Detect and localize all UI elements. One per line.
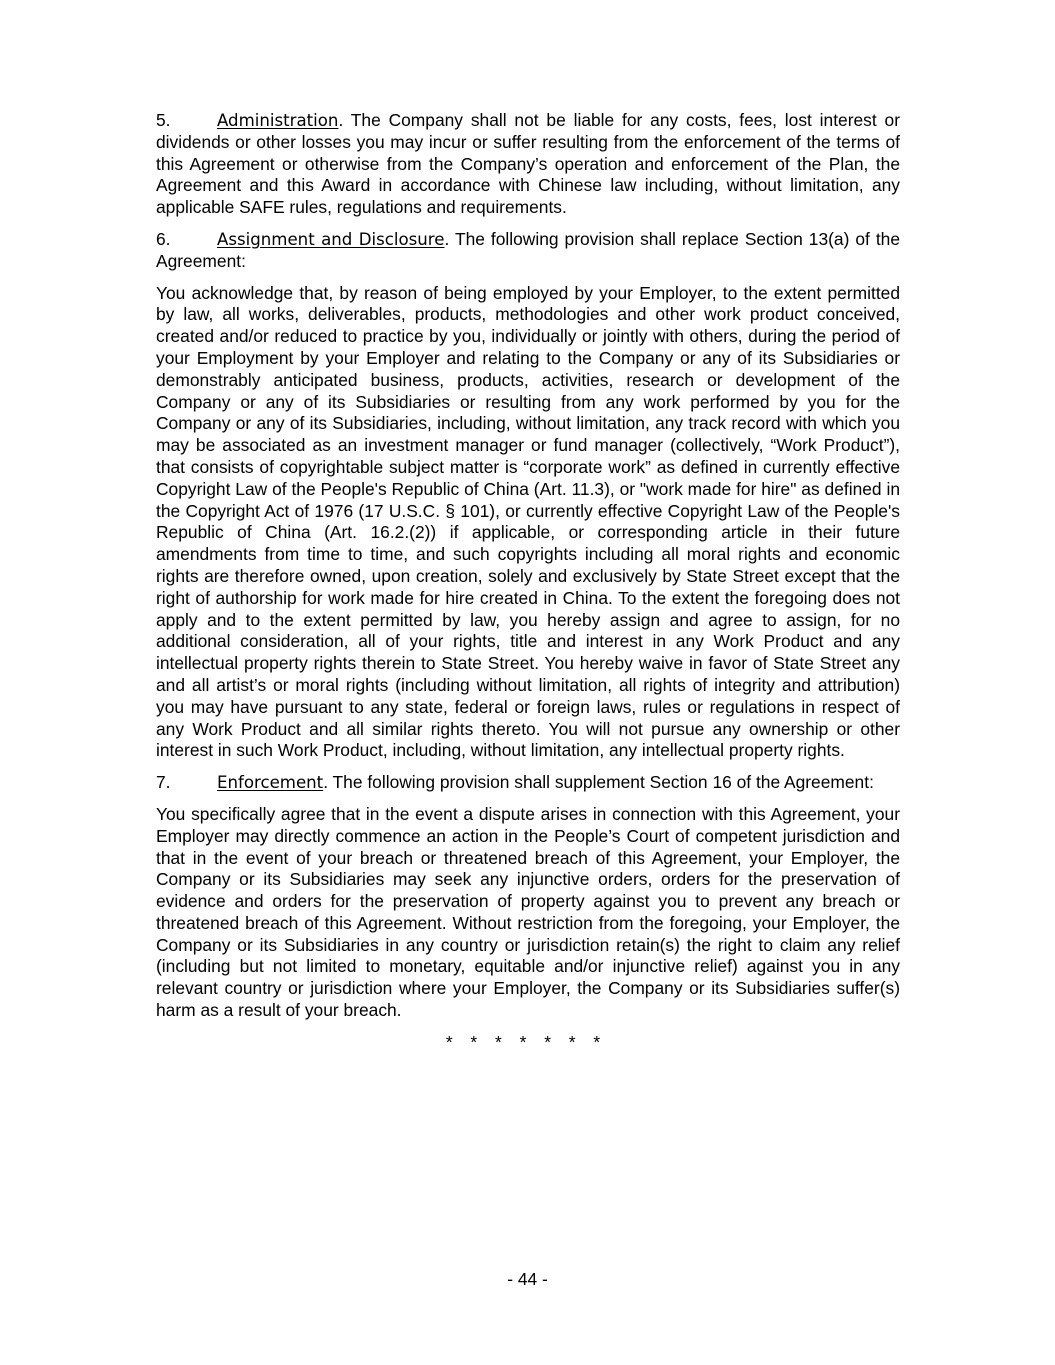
section-7-body: You specifically agree that in the event a dispute arises in connection with this Agreement, your Employer may directly commence an action in the People’s Court of competent jurisdiction and that in the event of your breach or threatened breach of this Agreement, your Employer, the Company or its Subsidiaries may seek any injunctive orders, orders for the preservation of evidence and orders for the preservation of property against you to prevent any breach or threatened breach of this Agreement. Without restriction from the foregoing, your Employer, the Company or its Subsidiaries in any country or jurisdiction retain(s) the right to claim any relief (including but not limited to monetary, equitable and/or injunctive relief) against you in any relevant country or jurisdiction where your Employer, the Company or its Subsidiaries suffer(s) harm as a result of your breach. <box>156 803 900 1021</box>
section-7-heading: Enforcement <box>217 773 324 793</box>
section-6-text: . The following provision shall replace Section 13(a) of the Agreement: <box>156 228 900 271</box>
section-7-number: 7. <box>156 772 171 793</box>
section-5-number: 5. <box>156 110 171 130</box>
section-7-paragraph <box>156 772 900 794</box>
section-7-text: . The following provision shall supplement Section 16 of the Agreement: <box>323 772 874 793</box>
document-page <box>156 110 900 1054</box>
section-6-heading: Assignment and Disclosure <box>217 229 445 249</box>
end-separator: * * * * * * * <box>445 1031 601 1052</box>
section-6-body: You acknowledge that, by reason of being employed by your Employer, to the extent permitted by law, all works, deliverables, products, methodologies and other work product conceived, created and/or reduced to practice by you, individually or jointly with others, during the period of your Employment by your Employer and relating to the Company or any of its Subsidiaries or demonstrably anticipated business, products, activities, research or development of the Company or any of its Subsidiaries or resulting from any work performed by you for the Company or any of its Subsidiaries, including, without limitation, any track record with which you may be associated as an investment manager or fund manager (collectively, “Work Product”), that consists of copyrightable subject matter is “corporate work” as defined in currently effective Copyright Law of the People's Republic of China (Art. 11.3), or "work made for hire" as defined in the Copyright Act of 1976 (17 U.S.C. § 101), or currently effective Copyright Law of the People's Republic of China (Art. 16.2.(2)) if applicable, or corresponding article in their future amendments from time to time, and such copyrights including all moral rights and economic rights are therefore owned, upon creation, solely and exclusively by State Street except that the right of authorship for work made for hire created in China. To the extent the foregoing does not apply and to the extent permitted by law, you hereby assign and agree to assign, for no additional consideration, all of your rights, title and interest in any Work Product and any intellectual property rights therein to State Street. You hereby waive in favor of State Street any and all artist’s or moral rights (including without limitation, all rights of integrity and attribution) you may have pursuant to any state, federal or foreign laws, rules or regulations in respect of any Work Product and all similar rights thereto. You will not pursue any ownership or other interest in such Work Product, including, without limitation, any intellectual property rights. <box>156 282 900 761</box>
section-5-text: . The Company shall not be liable for any costs, fees, lost interest or dividends or other losses you may incur or suffer resulting from the enforcement of the terms of this Agreement or otherwise from the Company’s operation and enforcement of the Plan, the Agreement and this Award in accordance with Chinese law including, without limitation, any applicable SAFE rules, regulations and requirements. <box>156 110 900 218</box>
section-5-paragraph <box>156 110 900 219</box>
section-6-paragraph <box>156 229 900 273</box>
section-5-heading: Administration <box>217 111 339 130</box>
page-number: - 44 - <box>507 1269 548 1289</box>
section-6-number: 6. <box>156 228 171 249</box>
